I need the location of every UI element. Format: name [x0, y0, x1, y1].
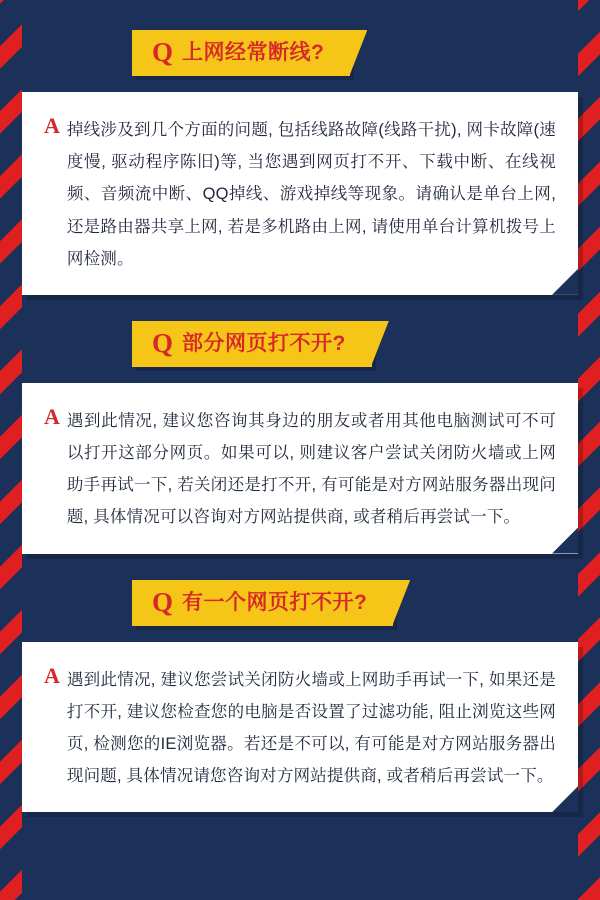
question-text: 上网经常断线?	[182, 41, 325, 64]
answer-marker-icon: A	[44, 662, 60, 688]
question-banner	[132, 321, 372, 367]
faq-item	[22, 321, 578, 554]
answer-card	[22, 642, 578, 813]
question-marker-icon: Q	[152, 586, 174, 617]
question-banner	[132, 30, 350, 76]
answer-marker-icon: A	[44, 403, 60, 429]
question-text: 有一个网页打不开?	[182, 590, 368, 614]
answer-marker-icon: A	[44, 113, 60, 138]
answer-card	[22, 383, 578, 554]
answer-card	[22, 92, 578, 295]
answer-text: 掉线涉及到几个方面的问题, 包括线路故障(线路干扰), 网卡故障(速度慢, 驱动程序陈旧)等, 当您遇到网页打不开、下载中断、在线视频、音频流中断、QQ掉线、游戏掉线等现象。请确认是单台上网, 还是路由器共享上网, 若是多机路由上网, 请使用单台计算机拨号上网检测。	[66, 121, 556, 268]
answer-text: 遇到此情况, 建议您咨询其身边的朋友或者用其他电脑测试可不可以打开这部分网页。如果可以, 则建议客户尝试关闭防火墙或上网助手再试一下, 若关闭还是打不开, 有可能是对方网站服务器出现问题, 具体情况可以咨询对方网站提供商, 或者稍后再尝试一下。	[66, 411, 556, 527]
question-marker-icon: Q	[152, 37, 174, 67]
faq-item	[22, 580, 578, 813]
question-marker-icon: Q	[152, 327, 174, 358]
question-banner	[132, 580, 393, 626]
question-text: 部分网页打不开?	[182, 331, 346, 355]
faq-item	[22, 30, 578, 295]
answer-text: 遇到此情况, 建议您尝试关闭防火墙或上网助手再试一下, 如果还是打不开, 建议您检查您的电脑是否设置了过滤功能, 阻止浏览这些网页, 检测您的IE浏览器。若还是不可以, 有可能是对方网站服务器出现问题, 具体情况请您咨询对方网站提供商, 或者稍后再尝试一下。	[66, 670, 556, 786]
